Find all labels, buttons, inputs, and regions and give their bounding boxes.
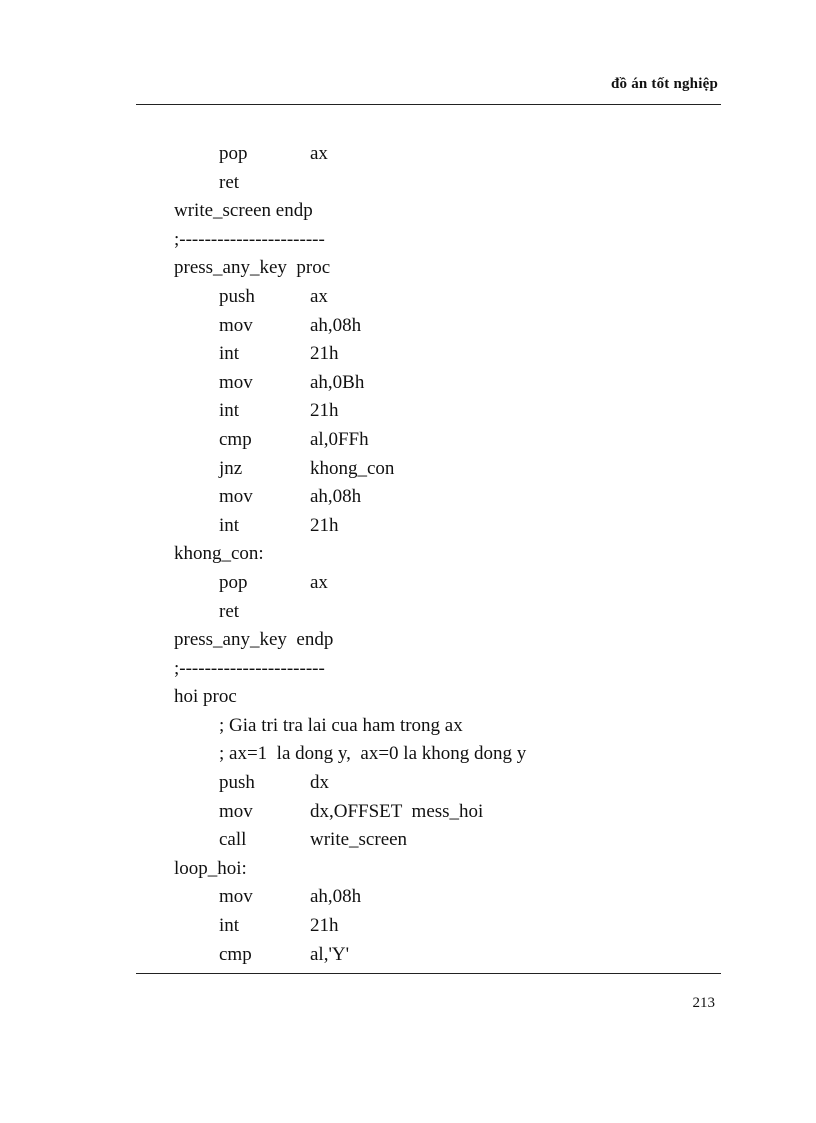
- header-rule: [136, 104, 721, 105]
- code-text: ; Gia tri tra lai cua ham trong ax: [219, 714, 463, 736]
- code-line: [174, 655, 734, 684]
- code-operand: write_screen: [310, 829, 408, 851]
- code-operand: ax: [310, 571, 328, 593]
- code-line: [174, 455, 734, 484]
- code-operand: al,0FFh: [310, 428, 369, 450]
- code-line: [174, 826, 734, 855]
- code-instruction: ret: [219, 600, 240, 622]
- code-operand: 21h: [310, 343, 339, 365]
- code-line: [174, 855, 734, 884]
- code-line: [174, 512, 734, 541]
- footer-rule: [136, 973, 721, 974]
- code-operand: ax: [310, 143, 328, 164]
- page-number: 213: [692, 995, 715, 1011]
- code-text: press_any_key endp: [174, 629, 334, 651]
- code-instruction: call: [219, 829, 247, 851]
- code-instruction: cmp: [219, 943, 252, 965]
- code-line: [174, 540, 734, 569]
- code-text: khong_con:: [174, 543, 264, 565]
- code-line: [174, 740, 734, 769]
- code-operand: 21h: [310, 514, 339, 536]
- code-instruction: mov: [219, 800, 253, 822]
- code-instruction: int: [219, 343, 240, 365]
- code-line: [174, 369, 734, 398]
- code-line: [174, 883, 734, 912]
- code-instruction: ret: [219, 171, 240, 193]
- code-line: [174, 169, 734, 198]
- code-text: hoi proc: [174, 686, 237, 708]
- code-operand: ah,0Bh: [310, 371, 365, 393]
- code-instruction: pop: [219, 571, 248, 593]
- running-header: đồ án tốt nghiệp: [611, 76, 718, 92]
- code-text: ; ax=1 la dong y, ax=0 la khong dong y: [219, 743, 527, 765]
- code-text: write_screen endp: [174, 200, 313, 222]
- code-line: [174, 912, 734, 941]
- code-instruction: mov: [219, 371, 253, 393]
- code-instruction: mov: [219, 486, 253, 508]
- code-line: [174, 397, 734, 426]
- code-operand: khong_con: [310, 457, 395, 479]
- code-line: [174, 569, 734, 598]
- code-operand: dx,OFFSET mess_hoi: [310, 800, 484, 822]
- code-line: [174, 712, 734, 741]
- code-line: [174, 483, 734, 512]
- code-instruction: mov: [219, 886, 253, 908]
- code-instruction: cmp: [219, 428, 252, 450]
- code-operand: ah,08h: [310, 486, 362, 508]
- code-line: [174, 254, 734, 283]
- code-line: [174, 798, 734, 827]
- code-operand: dx: [310, 772, 329, 794]
- code-operand: 21h: [310, 915, 339, 937]
- code-operand: ah,08h: [310, 886, 362, 908]
- code-instruction: mov: [219, 314, 253, 336]
- code-line: [174, 140, 734, 169]
- code-instruction: push: [219, 285, 255, 307]
- code-listing: [174, 140, 734, 969]
- code-line: [174, 340, 734, 369]
- code-operand: ax: [310, 285, 328, 307]
- code-line: [174, 226, 734, 255]
- code-line: [174, 683, 734, 712]
- code-instruction: push: [219, 772, 255, 794]
- code-instruction: int: [219, 514, 240, 536]
- code-operand: ah,08h: [310, 314, 362, 336]
- code-text: loop_hoi:: [174, 857, 247, 879]
- code-line: [174, 312, 734, 341]
- code-instruction: int: [219, 915, 240, 937]
- code-line: [174, 626, 734, 655]
- code-operand: al,'Y': [310, 943, 350, 965]
- code-line: [174, 426, 734, 455]
- code-line: [174, 197, 734, 226]
- code-line: [174, 283, 734, 312]
- code-instruction: jnz: [219, 457, 243, 479]
- code-line: [174, 598, 734, 627]
- code-text: press_any_key proc: [174, 257, 331, 279]
- code-text: ;-----------------------: [174, 228, 325, 250]
- code-line: [174, 941, 734, 970]
- code-operand: 21h: [310, 400, 339, 422]
- code-text: ;-----------------------: [174, 657, 325, 679]
- code-line: [174, 769, 734, 798]
- code-instruction: int: [219, 400, 240, 422]
- code-instruction: pop: [219, 143, 248, 164]
